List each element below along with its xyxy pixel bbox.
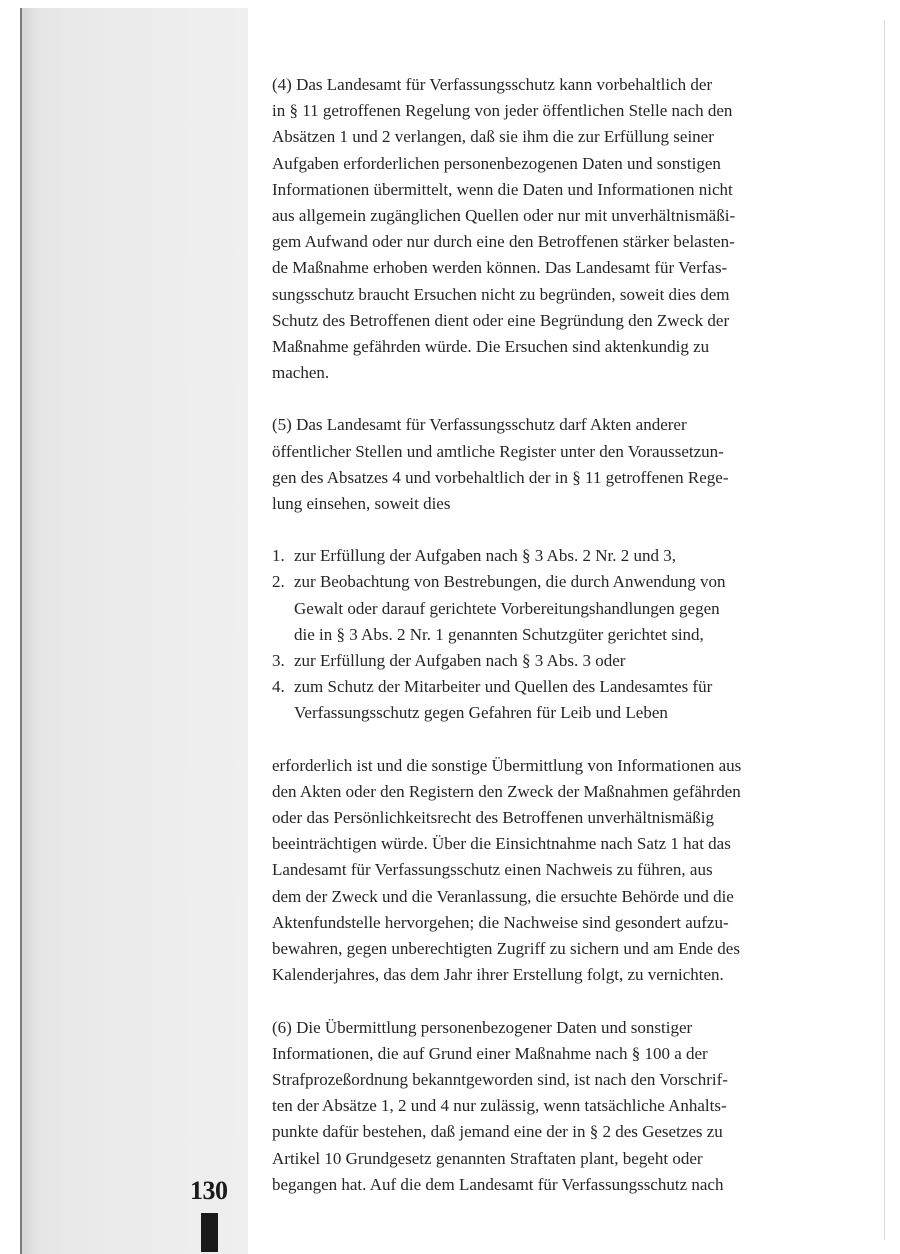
list-item-text: Verfassungsschutz gegen Gefahren für Leib und Leben — [294, 703, 668, 723]
body-text — [272, 72, 792, 1198]
list-item-number: 4. — [272, 677, 285, 697]
text-line: gen des Absatzes 4 und vorbehaltlich der in § 11 getroffenen Rege- — [272, 467, 729, 487]
page-number: 130 — [190, 1176, 228, 1205]
text-line: Strafprozeßordnung bekanntgeworden sind, ist nach den Vorschrif- — [272, 1069, 728, 1089]
list-item — [272, 543, 792, 569]
text-line: (6) Die Übermittlung personenbezogener Daten und sonstiger — [272, 1017, 693, 1037]
list-item — [272, 569, 792, 648]
list-item-text: zum Schutz der Mitarbeiter und Quellen des Landesamtes für — [294, 677, 713, 697]
text-line: Artikel 10 Grundgesetz genannten Straftaten plant, begeht oder — [272, 1148, 703, 1168]
margin-band — [20, 8, 248, 1254]
text-line: dem der Zweck und die Veranlassung, die ersuchte Behörde und die — [272, 886, 734, 906]
text-line: de Maßnahme erhoben werden können. Das Landesamt für Verfas- — [272, 258, 728, 278]
list-item — [272, 674, 792, 726]
paragraph-4 — [272, 72, 792, 386]
text-line: ten der Absätze 1, 2 und 4 nur zulässig, wenn tatsächliche Anhalts- — [272, 1096, 727, 1116]
text-line: Absätzen 1 und 2 verlangen, daß sie ihm die zur Erfüllung seiner — [272, 127, 714, 147]
text-line: machen. — [272, 363, 330, 383]
text-line: den Akten oder den Registern den Zweck der Maßnahmen gefährden — [272, 781, 741, 801]
text-line: beeinträchtigen würde. Über die Einsichtnahme nach Satz 1 hat das — [272, 834, 731, 854]
paragraph-5-continuation — [272, 753, 792, 989]
text-line: erforderlich ist und die sonstige Übermittlung von Informationen aus — [272, 755, 742, 775]
text-line: öffentlicher Stellen und amtliche Register unter den Voraussetzun- — [272, 441, 724, 461]
text-line: lung einsehen, soweit dies — [272, 494, 451, 514]
list-item-number: 3. — [272, 651, 285, 671]
text-line: Aktenfundstelle hervorgehen; die Nachweise sind gesondert aufzu- — [272, 912, 729, 932]
page-edge-rule — [884, 20, 885, 1240]
text-line: begangen hat. Auf die dem Landesamt für Verfassungsschutz nach — [272, 1174, 724, 1194]
text-line: aus allgemein zugänglichen Quellen oder nur mit unverhältnismäßi- — [272, 206, 736, 226]
paragraph-5 — [272, 412, 792, 517]
thumb-index-marker — [201, 1213, 218, 1252]
margin-band-edge — [20, 8, 22, 1254]
text-line: bewahren, gegen unberechtigten Zugriff zu sichern und am Ende des — [272, 939, 740, 959]
list-item-number: 1. — [272, 546, 285, 566]
text-line: Schutz des Betroffenen dient oder eine Begründung den Zweck der — [272, 310, 730, 330]
text-line: oder das Persönlichkeitsrecht des Betroffenen unverhältnismäßig — [272, 808, 715, 828]
text-line: sungsschutz braucht Ersuchen nicht zu begründen, soweit dies dem — [272, 284, 730, 304]
text-line: in § 11 getroffenen Regelung von jeder öffentlichen Stelle nach den — [272, 101, 733, 121]
text-line: (4) Das Landesamt für Verfassungsschutz kann vorbehaltlich der — [272, 75, 713, 94]
text-line: Informationen, die auf Grund einer Maßnahme nach § 100 a der — [272, 1043, 708, 1063]
list-item-text: zur Erfüllung der Aufgaben nach § 3 Abs. 3 oder — [294, 651, 626, 671]
text-line: (5) Das Landesamt für Verfassungsschutz darf Akten anderer — [272, 415, 687, 435]
list-item-text: zur Beobachtung von Bestrebungen, die durch Anwendung von — [294, 572, 726, 592]
text-line: Maßnahme gefährden würde. Die Ersuchen sind aktenkundig zu — [272, 337, 710, 357]
list-item-text: die in § 3 Abs. 2 Nr. 1 genannten Schutzgüter gerichtet sind, — [294, 624, 704, 644]
text-line: Kalenderjahres, das dem Jahr ihrer Erstellung folgt, zu vernichten. — [272, 965, 724, 985]
text-line: Informationen übermittelt, wenn die Daten und Informationen nicht — [272, 179, 733, 199]
text-line: Landesamt für Verfassungsschutz einen Nachweis zu führen, aus — [272, 860, 713, 880]
numbered-list — [272, 543, 792, 726]
text-line: punkte dafür bestehen, daß jemand eine der in § 2 des Gesetzes zu — [272, 1122, 723, 1142]
text-line: gem Aufwand oder nur durch eine den Betroffenen stärker belasten- — [272, 232, 735, 252]
list-item-number: 2. — [272, 572, 285, 592]
list-item-text: zur Erfüllung der Aufgaben nach § 3 Abs. 2 Nr. 2 und 3, — [294, 546, 676, 566]
list-item — [272, 648, 792, 674]
paragraph-6 — [272, 1015, 792, 1198]
list-item-text: Gewalt oder darauf gerichtete Vorbereitungshandlungen gegen — [294, 598, 720, 618]
text-line: Aufgaben erforderlichen personenbezogenen Daten und sonstigen — [272, 153, 721, 173]
